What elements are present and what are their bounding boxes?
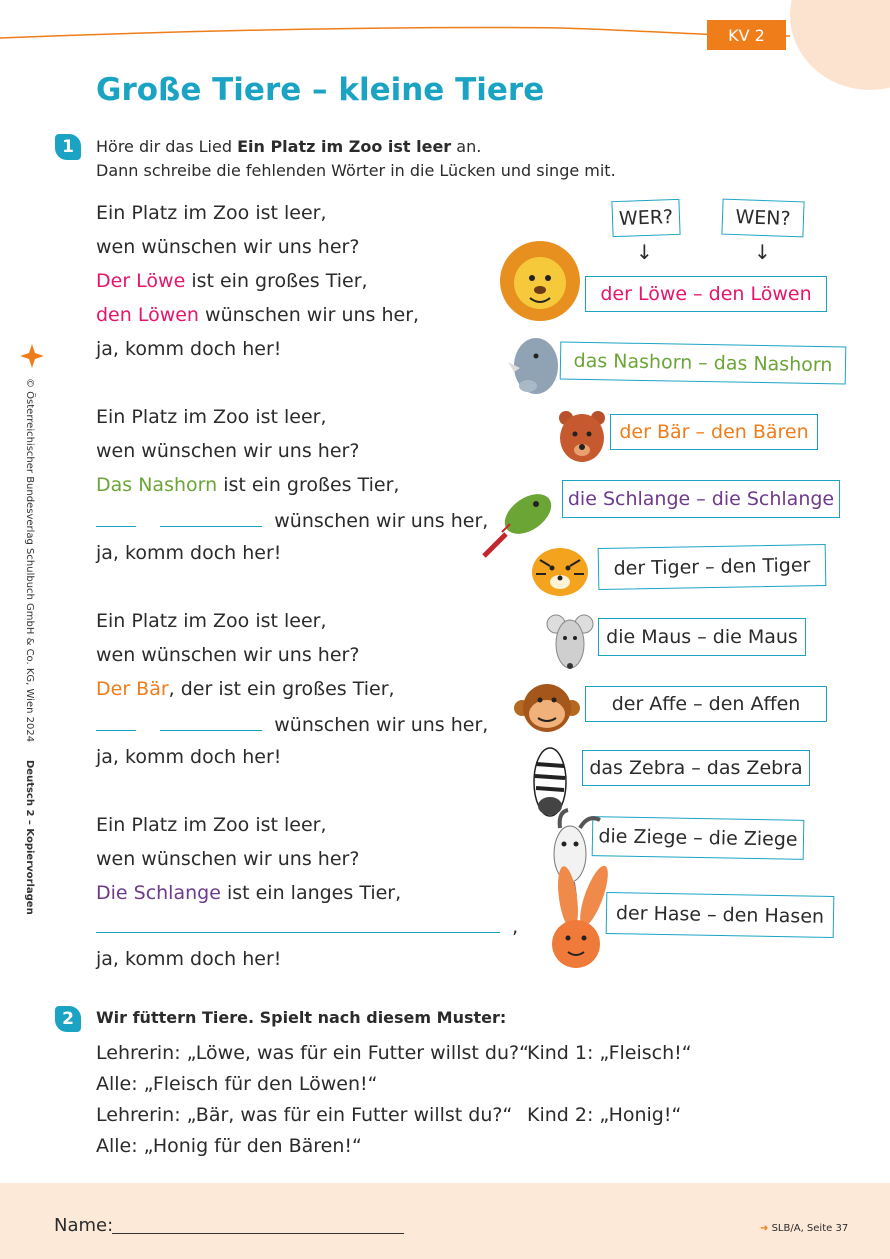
label-text: das Zebra – das Zebra [589, 757, 803, 779]
line-text: ist ein langes Tier, [220, 882, 402, 904]
footer [0, 1183, 890, 1259]
verse4-line2: wen wünschen wir uns her? [96, 848, 360, 870]
instr-text: Dann schreibe die fehlenden Wörter in die Lücken und singe mit. [96, 161, 616, 180]
reference-text: SLB/A, Seite 37 [771, 1223, 849, 1234]
dialogue-line-1: Lehrerin: „Löwe, was für ein Futter willst du?“ [96, 1042, 529, 1064]
animal-label-bear [610, 414, 818, 450]
label-text: die Maus – die Maus [606, 626, 798, 648]
blank-full-line[interactable] [96, 912, 500, 933]
tiger-illustration [530, 544, 590, 598]
line-text: wünschen wir uns her, [274, 714, 489, 736]
name-field[interactable] [112, 1233, 404, 1234]
comma: , [512, 916, 519, 938]
rabbit-illustration [540, 862, 616, 970]
label-text: der Hase – den Hasen [615, 902, 825, 928]
verse2-line4 [96, 508, 488, 532]
label-text: die Schlange – die Schlange [567, 488, 835, 510]
line-text: wünschen wir uns her, [274, 510, 489, 532]
task2-heading: Wir füttern Tiere. Spielt nach diesem Muster: [96, 1008, 507, 1027]
animal-label-rhino [560, 342, 847, 385]
verse2-line1: Ein Platz im Zoo ist leer, [96, 406, 327, 428]
line-text: ist ein großes Tier, [217, 474, 400, 496]
publisher-copyright: © Österreichischer Bundesverlag Schulbuch GmbH & Co. KG, Wien 2024 [24, 378, 35, 743]
label-text: der Bär – den Bären [619, 421, 809, 443]
blank-article[interactable] [96, 712, 136, 731]
animal-label-mouse [598, 618, 806, 656]
line-text: , der ist ein großes Tier, [168, 678, 395, 700]
verse1-line3 [96, 270, 368, 292]
bear-illustration [556, 408, 608, 466]
mouse-illustration [546, 612, 594, 672]
verse3-line1: Ein Platz im Zoo ist leer, [96, 610, 327, 632]
animal-label-monkey [585, 686, 827, 722]
label-text: der Tiger – den Tiger [613, 554, 811, 580]
blank-noun[interactable] [160, 508, 262, 527]
verse3-line4 [96, 712, 488, 736]
label-text: der Affe – den Affen [611, 693, 801, 715]
dialogue-line-1b: Kind 1: „Fleisch!“ [527, 1042, 692, 1064]
page-title: Große Tiere – kleine Tiere [96, 72, 545, 108]
dialogue-line-3: Lehrerin: „Bär, was für ein Futter willst du?“ [96, 1104, 513, 1126]
label-text: die Ziege – die Ziege [598, 825, 798, 851]
verse2-line3 [96, 474, 399, 496]
animal-label-zebra [582, 750, 810, 786]
task1-instructions [96, 135, 616, 183]
verse3-line5: ja, komm doch her! [96, 746, 282, 768]
label-text: der Löwe – den Löwen [600, 283, 812, 305]
verse4-line3 [96, 882, 401, 904]
label-text: das Nashorn – das Nashorn [573, 349, 833, 377]
verse3-line2: wen wünschen wir uns her? [96, 644, 360, 666]
page-reference [760, 1223, 848, 1234]
animal-accusative: den Löwen [96, 304, 199, 326]
down-arrow-icon: ↓ [754, 240, 771, 264]
verse1-line2: wen wünschen wir uns her? [96, 236, 360, 258]
verse4-line4 [96, 912, 518, 938]
song-title: Ein Platz im Zoo ist leer [237, 137, 452, 156]
verse3-line3 [96, 678, 395, 700]
verse1-line4 [96, 304, 419, 326]
animal-nominative: Die Schlange [96, 882, 221, 904]
animal-label-goat [592, 816, 805, 860]
verse2-line5: ja, komm doch her! [96, 542, 282, 564]
animal-label-rabbit [606, 892, 835, 938]
animal-label-lion [585, 276, 827, 312]
animal-nominative: Der Bär [96, 678, 169, 700]
animal-label-tiger [598, 544, 827, 590]
name-label: Name: [54, 1215, 114, 1236]
line-text: ist ein großes Tier, [185, 270, 368, 292]
verse4-line5: ja, komm doch her! [96, 948, 282, 970]
animal-nominative: Das Nashorn [96, 474, 218, 496]
arrow-right-icon: ➜ [760, 1223, 769, 1234]
kv-badge: KV 2 [707, 20, 786, 50]
task-number-2: 2 [55, 1006, 81, 1032]
verse1-line5: ja, komm doch her! [96, 338, 282, 360]
instr-text: an. [451, 137, 482, 156]
animal-nominative: Der Löwe [96, 270, 186, 292]
wen-label: WEN? [721, 199, 804, 238]
instr-text: Höre dir das Lied [96, 137, 238, 156]
monkey-illustration [514, 680, 580, 736]
publisher-logo-icon [18, 342, 46, 370]
down-arrow-icon: ↓ [636, 240, 653, 264]
series-title: Deutsch 2 – Kopiervorlagen [24, 760, 35, 915]
task-number-1: 1 [55, 134, 81, 160]
verse2-line2: wen wünschen wir uns her? [96, 440, 360, 462]
rhino-illustration [506, 332, 562, 398]
dialogue-line-2: Alle: „Fleisch für den Löwen!“ [96, 1073, 378, 1095]
verse4-line1: Ein Platz im Zoo ist leer, [96, 814, 327, 836]
wer-label: WER? [611, 199, 680, 237]
animal-label-snake [562, 480, 840, 518]
dialogue-line-3b: Kind 2: „Honig!“ [527, 1104, 682, 1126]
verse1-line1: Ein Platz im Zoo ist leer, [96, 202, 327, 224]
lion-illustration [498, 238, 582, 324]
blank-noun[interactable] [160, 712, 262, 731]
blank-article[interactable] [96, 508, 136, 527]
line-text: wünschen wir uns her, [198, 304, 420, 326]
dialogue-line-4: Alle: „Honig für den Bären!“ [96, 1135, 362, 1157]
